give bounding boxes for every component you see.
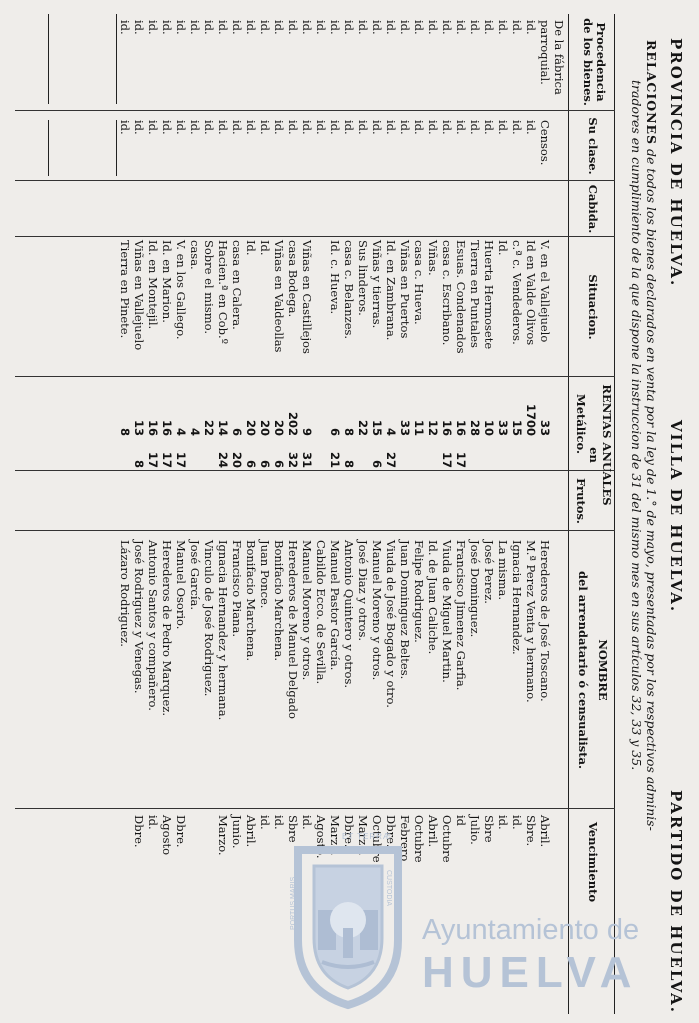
cell-nombre: Manuel Pastor García. bbox=[328, 540, 342, 671]
cell-procedencia: id. bbox=[454, 20, 468, 35]
cell-vencimiento: Octubre bbox=[412, 815, 426, 863]
watermark-ayuntamiento: Ayuntamiento de bbox=[422, 914, 640, 946]
cell-situacion: Id. bbox=[258, 240, 272, 256]
cell-procedencia: id. bbox=[202, 20, 216, 35]
watermark bbox=[288, 830, 688, 1010]
cell-vencimiento: Dbre. bbox=[342, 815, 356, 848]
column-divider bbox=[15, 530, 615, 531]
cell-procedencia: id. bbox=[440, 20, 454, 35]
cell-clase: id. bbox=[328, 120, 342, 135]
cell-situacion: Viñas en Vallejuelo bbox=[132, 240, 146, 351]
cell-metalico-centimos: 32 bbox=[286, 451, 300, 468]
cell-clase: id. bbox=[216, 120, 230, 135]
cell-procedencia: id. bbox=[286, 20, 300, 35]
column-divider bbox=[15, 110, 615, 111]
cell-nombre: Herederos de José Toscano. bbox=[538, 540, 552, 702]
cell-situacion: Viñas en Valdeollas bbox=[272, 240, 286, 353]
cell-vencimiento: Dbre. bbox=[384, 815, 398, 848]
intro-lead: RELACIONES bbox=[644, 40, 659, 146]
cell-nombre: Id. de Juan Caliche. bbox=[426, 540, 440, 655]
seal-top-text: ET TERRÆ bbox=[342, 832, 392, 841]
column-divider bbox=[15, 180, 615, 181]
cell-situacion: casa c. Belanzes. bbox=[342, 240, 356, 340]
cell-metalico-reales: 9 bbox=[300, 427, 314, 436]
cell-nombre: Manuel Moreno y otros. bbox=[300, 540, 314, 681]
col-header-en: en bbox=[587, 447, 601, 463]
cell-vencimiento: Marzo. bbox=[216, 815, 230, 856]
cell-clase: id. bbox=[454, 120, 468, 135]
cell-metalico-reales: 20 bbox=[244, 419, 258, 436]
cell-procedencia: parroquial. bbox=[538, 20, 552, 85]
cell-nombre: Manuel Osorio. bbox=[174, 540, 188, 630]
col-header-cabida: Cabida. bbox=[586, 184, 600, 234]
cell-nombre: Felipe Rodriguez. bbox=[412, 540, 426, 643]
cell-vencimiento: Agosto bbox=[160, 815, 174, 856]
cell-procedencia: id. bbox=[384, 20, 398, 35]
col-header-nombre: NOMBRE bbox=[596, 639, 610, 701]
cell-vencimiento: Marzo. bbox=[356, 815, 370, 856]
cell-nombre: Antonio Santos y compañero. bbox=[146, 540, 160, 711]
cell-situacion: Tierra en Pinete. bbox=[118, 240, 132, 339]
cell-nombre: Viuda de José Bogado y otro. bbox=[384, 540, 398, 708]
cell-vencimiento: Sbre. bbox=[524, 815, 538, 847]
cell-clase: id. bbox=[440, 120, 454, 135]
cell-metalico-reales: 8 bbox=[342, 427, 356, 436]
cell-clase: id. bbox=[510, 120, 524, 135]
rule-fragment bbox=[48, 120, 49, 176]
cell-vencimiento: id bbox=[454, 815, 468, 827]
watermark-huelva: HUELVA bbox=[422, 948, 639, 997]
cell-vencimiento: Dbre. bbox=[174, 815, 188, 848]
cell-situacion: casa c. Escribano. bbox=[440, 240, 454, 346]
cell-procedencia: id. bbox=[314, 20, 328, 35]
cell-situacion: Viñas y tierras. bbox=[370, 240, 384, 329]
cell-procedencia: id. bbox=[300, 20, 314, 35]
cell-nombre: Antonio Quintero y otros. bbox=[342, 540, 356, 689]
cell-clase: id. bbox=[258, 120, 272, 135]
cell-metalico-reales: 11 bbox=[412, 419, 426, 436]
cell-clase: Censos. bbox=[538, 120, 552, 166]
cell-situacion: Id en Valde Olivos bbox=[524, 240, 538, 346]
cell-clase: id. bbox=[482, 120, 496, 135]
cell-nombre: José García. bbox=[188, 540, 202, 611]
cell-clase: id. bbox=[188, 120, 202, 135]
cell-procedencia: id. bbox=[482, 20, 496, 35]
cell-metalico-centimos: 6 bbox=[370, 459, 384, 468]
cell-nombre: Ignacia Hernandez y hermana. bbox=[216, 540, 230, 721]
cell-procedencia: id. bbox=[496, 20, 510, 35]
intro-line-2: tradores en cumplimiento de la que dispone la instruccion de 31 del mismo mes en sus artículos 32, 33 y 35. bbox=[629, 80, 644, 771]
col-header-frutos: Frutos. bbox=[574, 478, 588, 524]
cell-nombre: Francisco Piana. bbox=[230, 540, 244, 637]
cell-metalico-centimos: 6 bbox=[272, 459, 286, 468]
cell-situacion: Viñas en Castillejos bbox=[300, 240, 314, 354]
cell-situacion: Id. en Marion. bbox=[160, 240, 174, 323]
cell-nombre: Cabildo Ecco. de Sevilla. bbox=[314, 540, 328, 685]
cell-procedencia: id. bbox=[524, 20, 538, 35]
cell-situacion: V. en los Gallego. bbox=[174, 240, 188, 340]
cell-clase: id. bbox=[118, 120, 132, 135]
cell-situacion: V. en el Vallejuelo bbox=[538, 240, 552, 343]
cell-clase: id. bbox=[524, 120, 538, 135]
cell-nombre: Vinculo de José Rodriguez. bbox=[202, 540, 216, 697]
col-header-vencimiento: Vencimiento bbox=[586, 821, 600, 903]
cell-metalico-reales: 8 bbox=[118, 427, 132, 436]
cell-clase: id. bbox=[202, 120, 216, 135]
cell-metalico-reales: 22 bbox=[202, 419, 216, 436]
cell-metalico-reales: 20 bbox=[258, 419, 272, 436]
cell-metalico-reales: 6 bbox=[328, 427, 342, 436]
cell-procedencia: id. bbox=[160, 20, 174, 35]
cell-metalico-reales: 10 bbox=[482, 419, 496, 436]
cell-situacion: Viñas. bbox=[426, 240, 440, 276]
cell-vencimiento: Octubre bbox=[440, 815, 454, 863]
province-header: PROVINCIA DE HUELVA. bbox=[667, 38, 685, 288]
col-header-metalico: Metálico. bbox=[574, 393, 588, 455]
cell-situacion: Id. c. Hueva. bbox=[328, 240, 342, 315]
column-divider bbox=[15, 470, 615, 471]
cell-metalico-reales: 33 bbox=[538, 419, 552, 436]
cell-nombre: La misma. bbox=[496, 540, 510, 601]
cell-procedencia: id. bbox=[118, 20, 132, 35]
cell-metalico-centimos: 17 bbox=[160, 451, 174, 468]
cell-situacion: Sobre el mismo. bbox=[202, 240, 216, 335]
cell-procedencia: id. bbox=[146, 20, 160, 35]
cell-vencimiento: Octubre bbox=[370, 815, 384, 863]
column-divider bbox=[15, 236, 615, 237]
cell-metalico-centimos: 6 bbox=[258, 459, 272, 468]
cell-nombre: Ignacia Hernandez. bbox=[510, 540, 524, 655]
rule-fragment bbox=[116, 14, 117, 104]
col-header-situacion: Situacion. bbox=[586, 274, 600, 340]
cell-situacion: Hacien.ª en Cob.º bbox=[216, 240, 230, 345]
cell-metalico-centimos: 24 bbox=[216, 451, 230, 468]
cell-situacion: Esuas. Condenados bbox=[454, 240, 468, 354]
coat-of-arms-seal-icon bbox=[288, 830, 408, 1010]
cell-metalico-reales: 20 bbox=[272, 419, 286, 436]
cell-metalico-reales: 6 bbox=[230, 427, 244, 436]
cell-vencimiento: id. bbox=[146, 815, 160, 830]
col-header-rentas: RENTAS ANUALES bbox=[600, 384, 614, 506]
cell-clase: id. bbox=[286, 120, 300, 135]
cell-procedencia: id. bbox=[258, 20, 272, 35]
cell-clase: id. bbox=[426, 120, 440, 135]
cell-metalico-reales: 28 bbox=[468, 419, 482, 436]
cell-vencimiento: Sbre bbox=[286, 815, 300, 843]
cell-vencimiento: Marzo. bbox=[328, 815, 342, 856]
cell-procedencia: id. bbox=[412, 20, 426, 35]
cell-nombre: José Rodriguez y Venegas. bbox=[132, 540, 146, 694]
rule-fragment bbox=[116, 120, 117, 176]
cell-metalico-reales: 33 bbox=[398, 419, 412, 436]
cell-procedencia: id. bbox=[272, 20, 286, 35]
cell-metalico-reales: 1700 bbox=[524, 403, 538, 436]
cell-metalico-reales: 33 bbox=[496, 419, 510, 436]
cell-clase: id. bbox=[174, 120, 188, 135]
cell-clase: id. bbox=[384, 120, 398, 135]
cell-nombre: Bonifacio Marchena. bbox=[272, 540, 286, 661]
cell-procedencia: id. bbox=[188, 20, 202, 35]
cell-situacion: Huerta Hermosete bbox=[482, 240, 496, 350]
cell-metalico-reales: 202 bbox=[286, 411, 300, 436]
cell-vencimiento: id. bbox=[510, 815, 524, 830]
cell-clase: id. bbox=[230, 120, 244, 135]
cell-metalico-centimos: 8 bbox=[132, 459, 146, 468]
cell-situacion: Id. bbox=[244, 240, 258, 256]
cell-procedencia: id. bbox=[342, 20, 356, 35]
cell-clase: id. bbox=[314, 120, 328, 135]
cell-procedencia: id. bbox=[468, 20, 482, 35]
cell-vencimiento: Abril. bbox=[538, 815, 552, 848]
cell-situacion: Id. en Zambrana. bbox=[384, 240, 398, 341]
cell-metalico-centimos: 21 bbox=[328, 451, 342, 468]
cell-vencimiento: Dbre. bbox=[132, 815, 146, 848]
cell-procedencia: id. bbox=[174, 20, 188, 35]
cell-nombre: José Dominguez. bbox=[468, 540, 482, 638]
cell-clase: id. bbox=[398, 120, 412, 135]
cell-situacion: casa Bodega. bbox=[286, 240, 300, 318]
cell-procedencia: id. bbox=[426, 20, 440, 35]
town-header: VILLA DE HUELVA. bbox=[667, 420, 685, 614]
cell-metalico-reales: 12 bbox=[426, 419, 440, 436]
cell-nombre: Juan Dominguez Beltes. bbox=[398, 540, 412, 680]
cell-vencimiento: Junio. bbox=[230, 815, 244, 849]
cell-clase: id. bbox=[370, 120, 384, 135]
col-header-clase: Su clase. bbox=[586, 117, 600, 175]
cell-metalico-reales: 13 bbox=[132, 419, 146, 436]
cell-procedencia: id. bbox=[244, 20, 258, 35]
cell-procedencia: id. bbox=[328, 20, 342, 35]
cell-metalico-reales: 15 bbox=[370, 419, 384, 436]
cell-metalico-centimos: 6 bbox=[244, 459, 258, 468]
cell-vencimiento: Abril. bbox=[244, 815, 258, 848]
cell-metalico-reales: 4 bbox=[384, 427, 398, 436]
cell-situacion: Viñas en Puertos bbox=[398, 240, 412, 339]
cell-clase: id. bbox=[272, 120, 286, 135]
seal-left-text: PORTUS MARIS bbox=[290, 876, 297, 930]
cell-vencimiento: id. bbox=[258, 815, 272, 830]
cell-metalico-centimos: 17 bbox=[454, 451, 468, 468]
cell-situacion: casa. bbox=[188, 240, 202, 270]
cell-procedencia: id. bbox=[230, 20, 244, 35]
cell-metalico-reales: 16 bbox=[440, 419, 454, 436]
cell-metalico-centimos: 31 bbox=[300, 451, 314, 468]
cell-procedencia: id. bbox=[216, 20, 230, 35]
cell-nombre: Lázaro Rodriguez. bbox=[118, 540, 132, 647]
cell-situacion: Id. bbox=[496, 240, 510, 256]
cell-clase: id. bbox=[244, 120, 258, 135]
cell-vencimiento: id. bbox=[272, 815, 286, 830]
cell-metalico-centimos: 17 bbox=[174, 451, 188, 468]
cell-vencimiento: Febrero bbox=[398, 815, 412, 862]
cell-vencimiento: Julio. bbox=[468, 815, 482, 845]
cell-procedencia: id. bbox=[132, 20, 146, 35]
cell-situacion: c.ª c. Vendederos. bbox=[510, 240, 524, 345]
seal-right-text: CUSTODIA bbox=[385, 870, 392, 907]
cell-clase: id. bbox=[342, 120, 356, 135]
cell-metalico-reales: 4 bbox=[188, 427, 202, 436]
cell-clase: id. bbox=[132, 120, 146, 135]
cell-clase: id. bbox=[300, 120, 314, 135]
cell-nombre: Francisco Jimenez Garfia. bbox=[454, 540, 468, 691]
cell-nombre: Herederos de Manuel Delgado bbox=[286, 540, 300, 719]
cell-nombre: Viuda de Miguel Martin. bbox=[440, 540, 454, 683]
cell-clase: id. bbox=[160, 120, 174, 135]
cell-procedencia: De la fábrica bbox=[552, 20, 566, 95]
col-header-procedencia: Procedencia de los bienes. bbox=[581, 18, 608, 106]
cell-vencimiento: Abril. bbox=[426, 815, 440, 848]
cell-nombre: Bonifacio Marchena. bbox=[244, 540, 258, 661]
cell-nombre: Juan Ponce. bbox=[258, 540, 272, 609]
cell-clase: id. bbox=[468, 120, 482, 135]
cell-metalico-reales: 15 bbox=[510, 419, 524, 436]
cell-situacion: Sus linderos. bbox=[356, 240, 370, 316]
cell-situacion: Tierra en Puntales bbox=[468, 240, 482, 348]
cell-situacion: Id. en Montejil. bbox=[146, 240, 160, 330]
cell-metalico-centimos: 17 bbox=[440, 451, 454, 468]
cell-nombre: Manuel Moreno y otros. bbox=[370, 540, 384, 681]
cell-nombre: José Perez. bbox=[482, 540, 496, 604]
cell-situacion: casa c. Hueva. bbox=[412, 240, 426, 325]
cell-metalico-centimos: 20 bbox=[230, 451, 244, 468]
cell-metalico-reales: 16 bbox=[146, 419, 160, 436]
cell-metalico-centimos: 17 bbox=[146, 451, 160, 468]
cell-vencimiento: id. bbox=[300, 815, 314, 830]
rule-fragment bbox=[48, 14, 49, 104]
cell-vencimiento: Sbre bbox=[482, 815, 496, 843]
cell-vencimiento: Agosto. bbox=[314, 815, 328, 859]
cell-clase: id. bbox=[412, 120, 426, 135]
cell-clase: id. bbox=[496, 120, 510, 135]
cell-procedencia: id. bbox=[356, 20, 370, 35]
cell-procedencia: id. bbox=[510, 20, 524, 35]
cell-metalico-reales: 14 bbox=[216, 419, 230, 436]
cell-metalico-reales: 16 bbox=[454, 419, 468, 436]
cell-metalico-reales: 22 bbox=[356, 419, 370, 436]
cell-metalico-centimos: 8 bbox=[342, 459, 356, 468]
intro-line-1: de todos los bienes declarados en venta por la ley de 1.° de mayo, presentadas por los respectivos adminis- bbox=[644, 145, 659, 831]
cell-procedencia: id. bbox=[370, 20, 384, 35]
cell-nombre: Herederos de Pedro Marquez. bbox=[160, 540, 174, 716]
district-header: PARTIDO DE HUELVA. bbox=[667, 790, 685, 1014]
cell-metalico-reales: 16 bbox=[160, 419, 174, 436]
cell-metalico-reales: 4 bbox=[174, 427, 188, 436]
cell-clase: id. bbox=[146, 120, 160, 135]
cell-metalico-centimos: 27 bbox=[384, 451, 398, 468]
cell-clase: id. bbox=[356, 120, 370, 135]
cell-vencimiento: id. bbox=[496, 815, 510, 830]
cell-procedencia: id. bbox=[398, 20, 412, 35]
column-divider bbox=[15, 808, 615, 809]
cell-nombre: José Diaz y otros. bbox=[356, 540, 370, 642]
cell-situacion: casa en Calera. bbox=[230, 240, 244, 330]
cell-nombre: M.ª Perez Venta y hermano. bbox=[524, 540, 538, 703]
col-header-nombre-sub: del arrendatario ó censualista. bbox=[576, 571, 590, 769]
column-divider bbox=[15, 376, 615, 377]
